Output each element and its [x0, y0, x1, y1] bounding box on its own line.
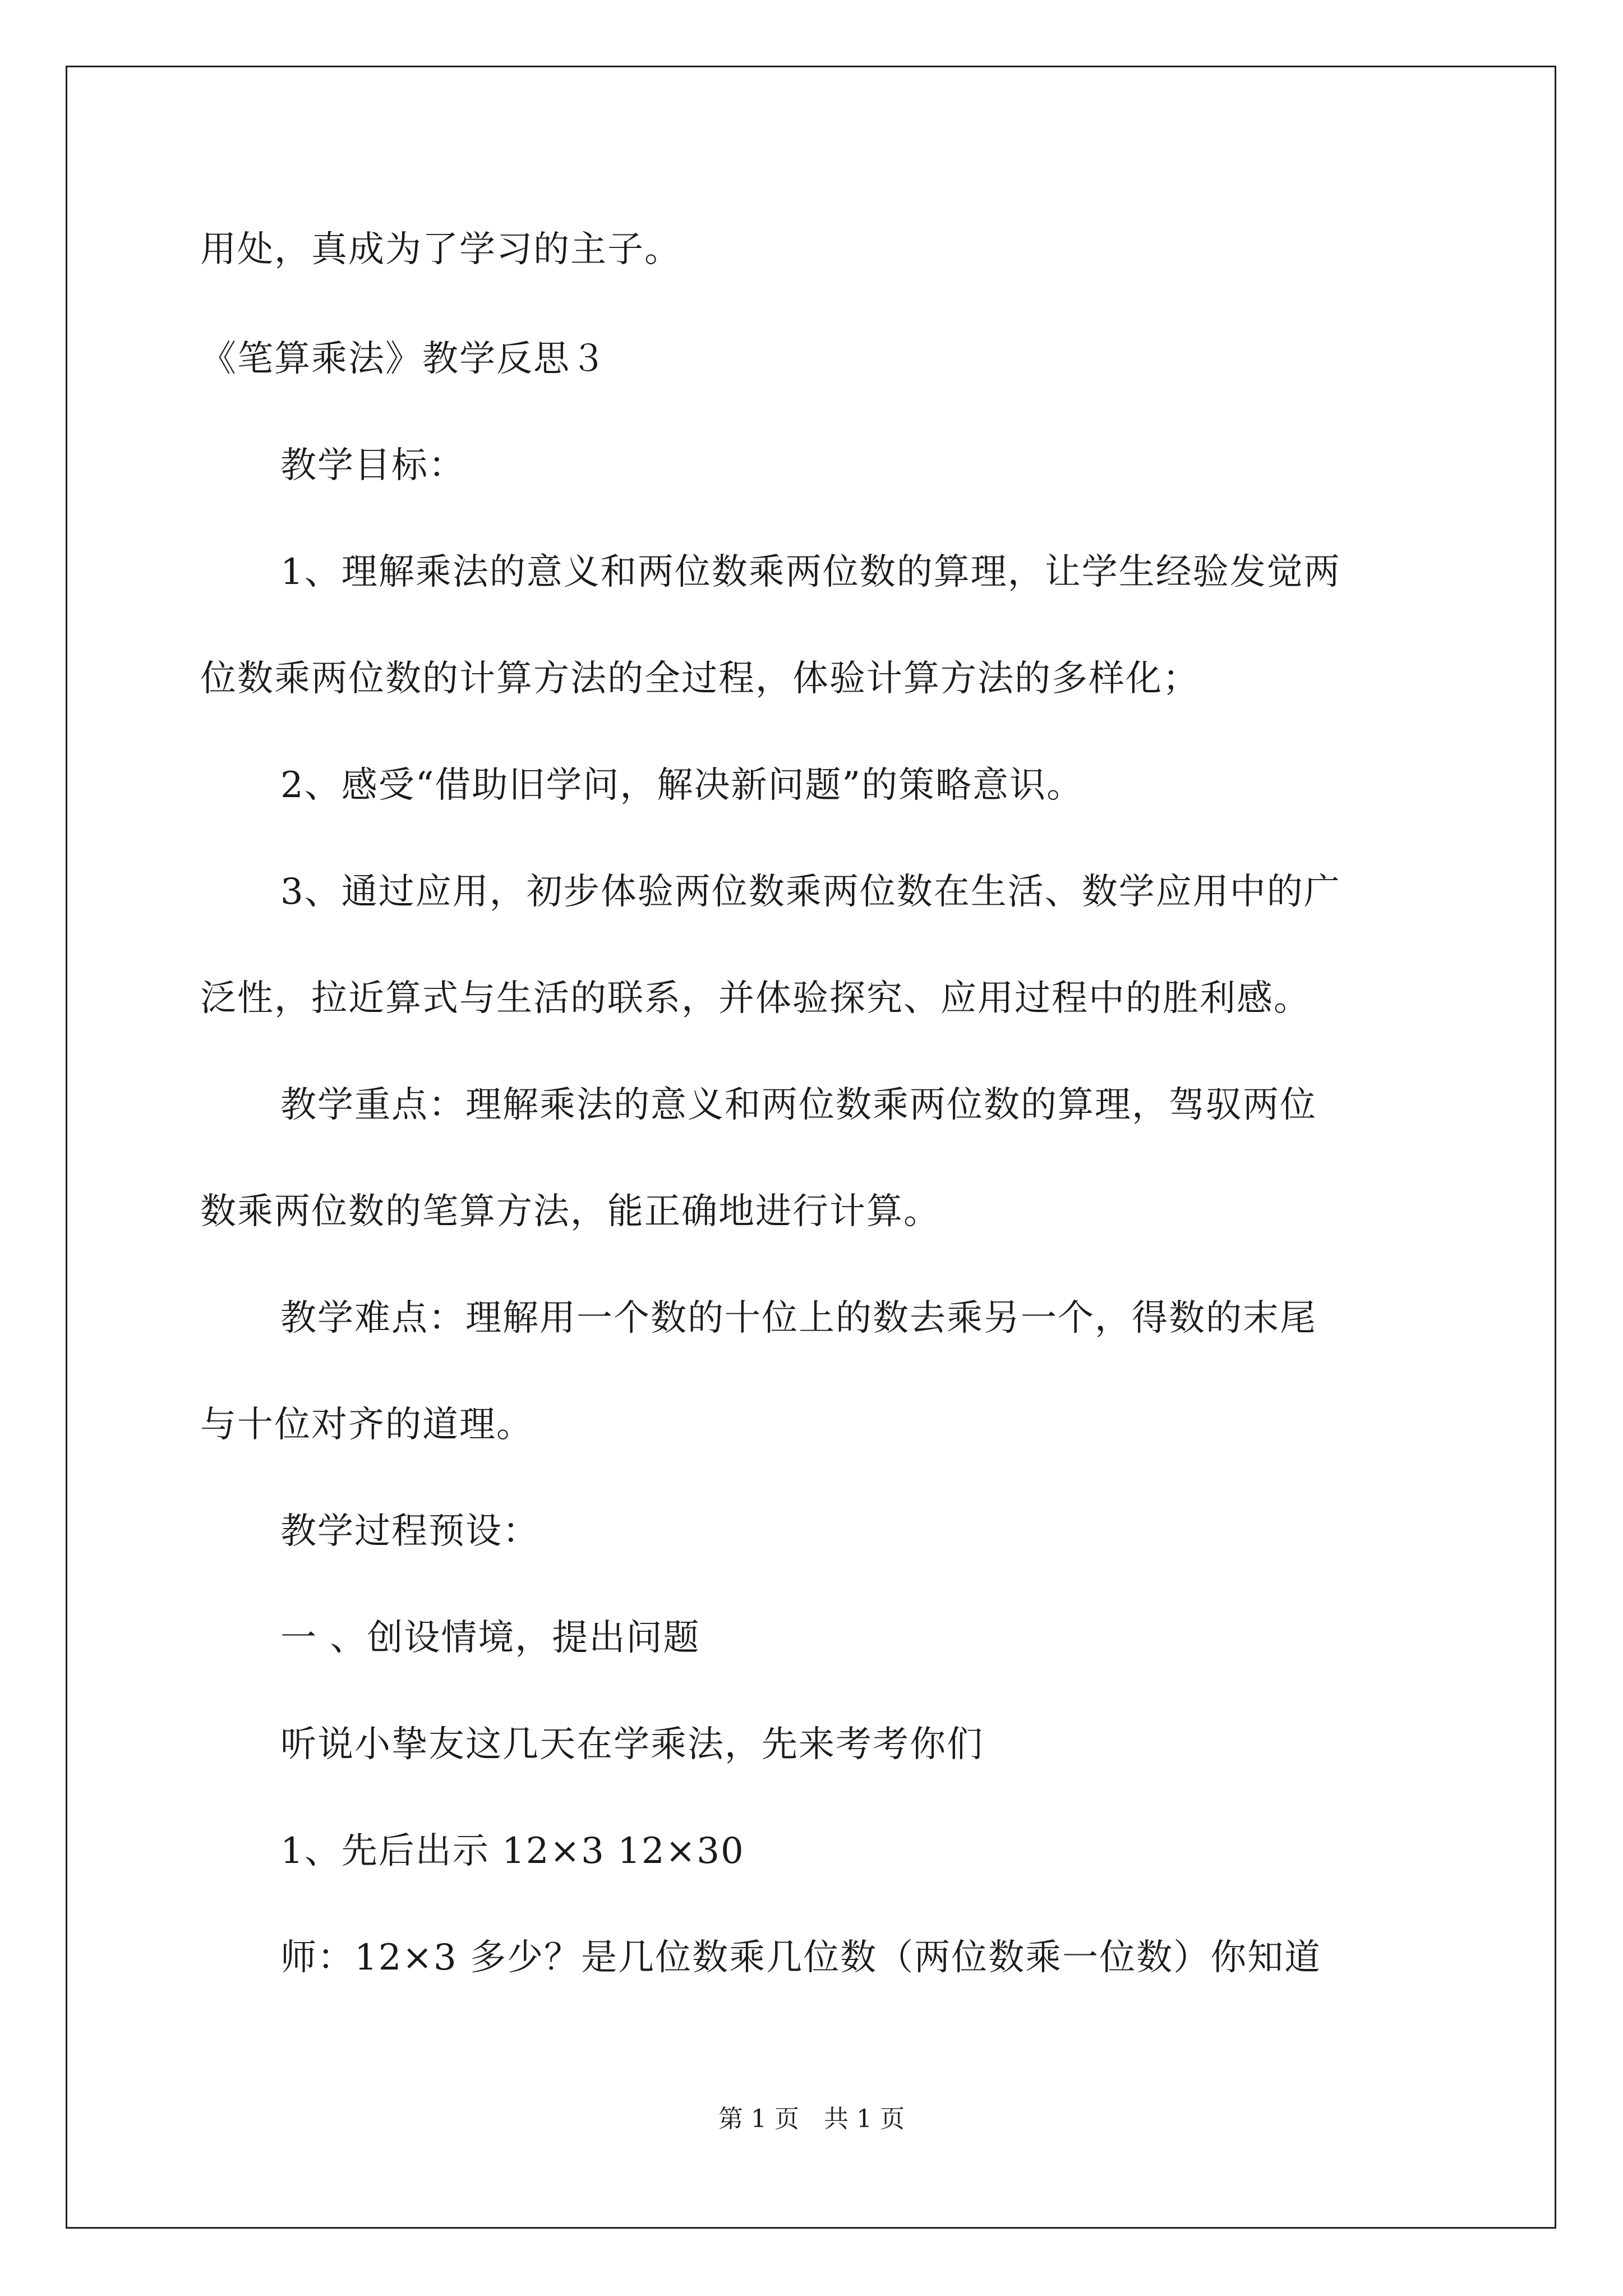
- process-heading: 教学过程预设：: [280, 1511, 540, 1552]
- intro-text: 听说小挚友这几天在学乘法，先来考考你们: [280, 1724, 984, 1765]
- teaching-goals-heading: 教学目标：: [280, 445, 465, 486]
- page-footer: 第 1 页 共 1 页: [718, 2105, 905, 2133]
- goal-3-line-1: 3、通过应用，初步体验两位数乘两位数在生活、数学应用中的广: [280, 871, 1341, 913]
- goal-3-line-2: 泛性，拉近算式与生活的联系，并体验探究、应用过程中的胜利感。: [200, 978, 1311, 1019]
- teacher-question: 师：12×3 多少？是几位数乘几位数（两位数乘一位数）你知道: [280, 1937, 1322, 1978]
- difficulty-line-2: 与十位对齐的道理。: [200, 1404, 533, 1446]
- goal-2: 2、感受“借助旧学问，解决新问题”的策略意识。: [280, 765, 1084, 806]
- difficulty-line-1: 教学难点：理解用一个数的十位上的数去乘另一个，得数的末尾: [280, 1297, 1317, 1339]
- key-point-line-2: 数乘两位数的笔算方法，能正确地进行计算。: [200, 1191, 940, 1232]
- text-line-continuation: 用处，真成为了学习的主子。: [200, 229, 681, 270]
- page-border: [66, 66, 1556, 2229]
- goal-1-line-1: 1、理解乘法的意义和两位数乘两位数的算理，让学生经验发觉两: [280, 551, 1341, 593]
- step-1-heading: 一 、创设情境，提出问题: [280, 1617, 700, 1659]
- goal-1-line-2: 位数乘两位数的计算方法的全过程，体验计算方法的多样化；: [200, 658, 1200, 700]
- section-heading: 《笔算乘法》教学反思３: [200, 338, 607, 380]
- item-1: 1、先后出示 12×3 12×30: [280, 1830, 745, 1872]
- key-point-line-1: 教学重点：理解乘法的意义和两位数乘两位数的算理，驾驭两位: [280, 1084, 1317, 1126]
